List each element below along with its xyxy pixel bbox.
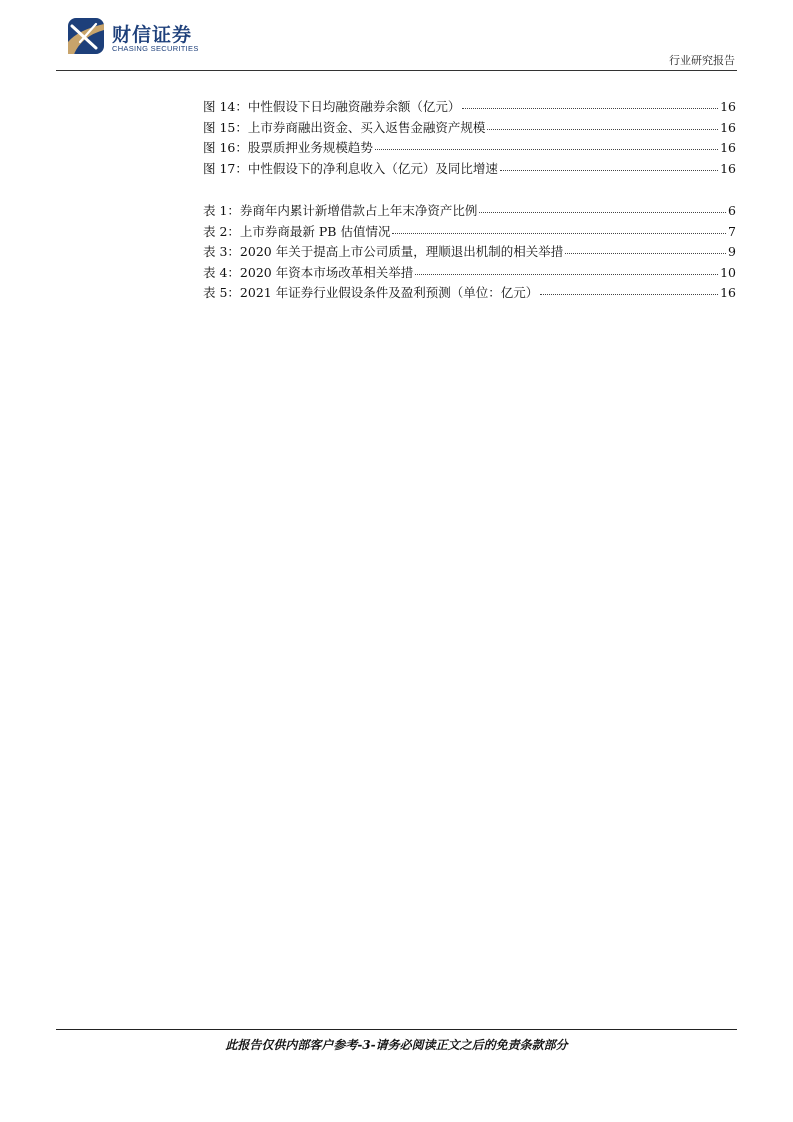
toc-entry-figure-16[interactable] [203,138,736,159]
chasing-securities-logo-icon [66,16,106,56]
toc-entry-table-5[interactable] [203,283,736,304]
dot-leader [392,221,726,234]
toc-entry-page: 16 [720,119,736,135]
toc-entry-title: 表 3：2020 年关于提高上市公司质量，理顺退出机制的相关举措 [203,244,564,259]
toc-entry-page: 16 [720,285,736,300]
figure-index-list [203,97,736,179]
toc-entry-figure-14[interactable] [203,97,736,118]
toc-entry-page: 16 [720,160,736,176]
logo-english-name: CHASING SECURITIES [112,44,199,53]
toc-entry-page: 16 [720,140,736,155]
toc-entry-table-1[interactable] [203,201,736,222]
toc-entry-table-2[interactable] [203,222,736,243]
toc-entry-title: 图 14：中性假设下日均融资融券余额（亿元） [203,99,461,114]
dot-leader [462,96,718,109]
toc-entry-title: 图 15：上市券商融出资金、买入返售金融资产规模 [203,119,486,135]
toc-entry-title: 表 1：券商年内累计新增借款占上年末净资产比例 [203,203,478,218]
dot-leader [375,137,718,150]
toc-entry-title: 图 16：股票质押业务规模趋势 [203,140,373,155]
toc-entry-title: 图 17：中性假设下的净利息收入（亿元）及同比增速 [203,160,498,176]
toc-entry-page: 6 [728,203,736,218]
dot-leader [487,117,718,130]
dot-leader [565,241,726,254]
dot-leader [479,200,726,213]
dot-leader [540,282,718,295]
toc-entry-table-4[interactable] [203,263,736,284]
table-index-list [203,201,736,304]
dot-leader [500,158,718,171]
toc-entry-figure-15[interactable] [203,118,736,139]
logo-chinese-name: 财信证券 [112,24,193,46]
toc-entry-page: 7 [728,223,736,239]
toc-entry-page: 10 [720,264,736,280]
document-type-label: 行业研究报告 [669,54,735,67]
footer-divider [56,1029,737,1030]
toc-entry-title: 表 4：2020 年资本市场改革相关举措 [203,264,414,280]
dot-leader [415,262,718,275]
toc-entry-table-3[interactable] [203,242,736,263]
toc-entry-title: 表 5：2021 年证券行业假设条件及盈利预测（单位：亿元） [203,285,539,300]
toc-entry-page: 16 [720,99,736,114]
footer-disclaimer: 此报告仅供内部客户参考-3-请务必阅读正文之后的免责条款部分 [225,1038,568,1052]
toc-entry-page: 9 [728,244,736,259]
toc-entry-title: 表 2：上市券商最新 PB 估值情况 [203,223,391,239]
toc-entry-figure-17[interactable] [203,159,736,180]
company-logo [66,16,216,60]
page-header [0,0,793,72]
header-divider [56,70,737,71]
